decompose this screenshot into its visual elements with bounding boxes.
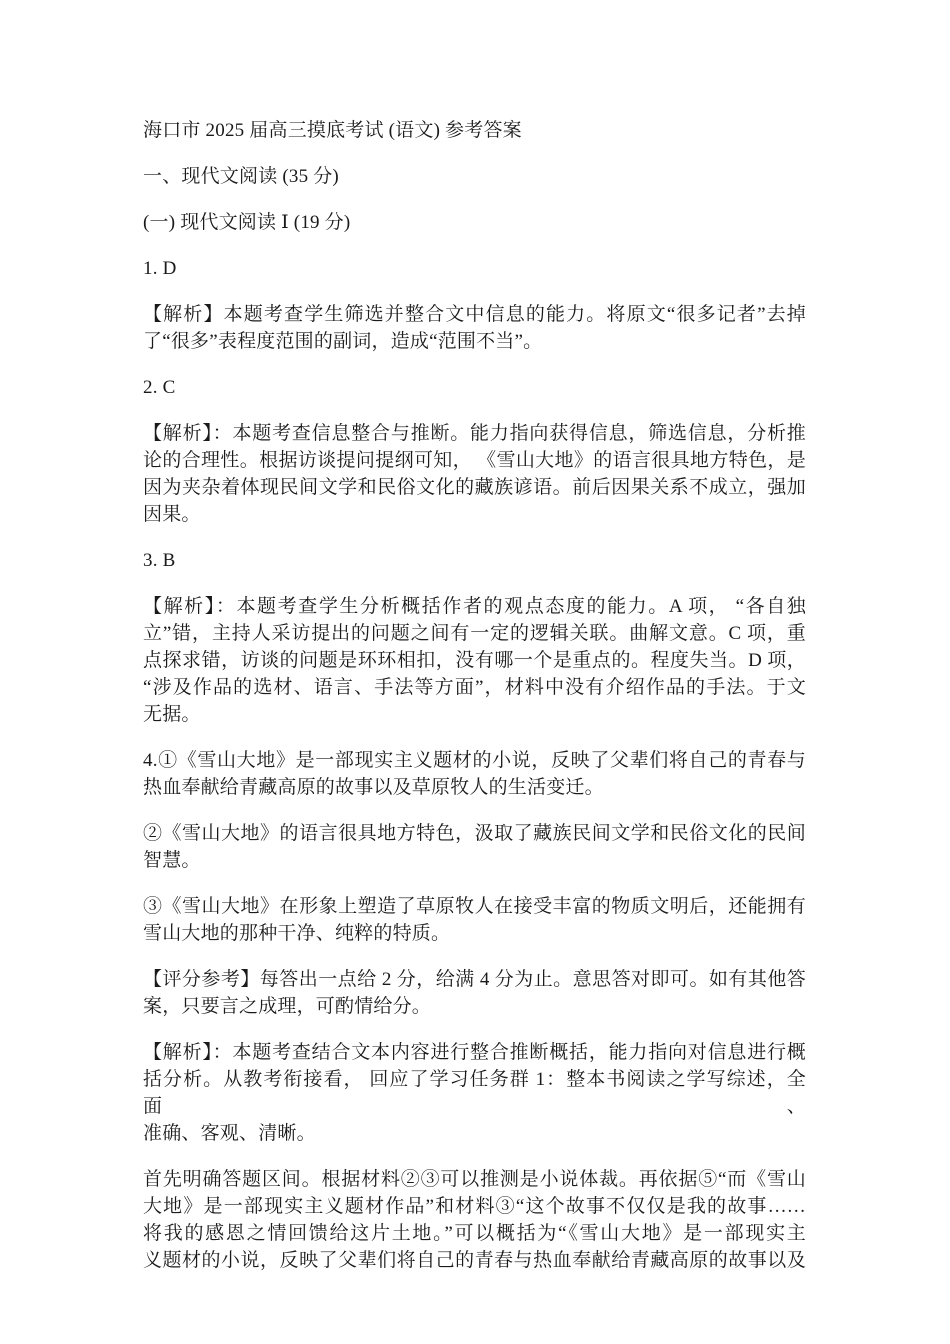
text-line: 首先明确答题区间。根据材料②③可以推测是小说体裁。再依据⑤“而《雪山: [143, 1169, 806, 1190]
text-line: 将我的感恩之情回馈给这片土地。”可以概括为“《雪山大地》是一部现实主: [143, 1223, 806, 1244]
text-line: 1. D: [143, 258, 177, 279]
text-line: 因为夹杂着体现民间文学和民俗文化的藏族谚语。前后因果关系不成立，强加: [143, 477, 806, 498]
text-line: 大地》是一部现实主义题材作品”和材料③“这个故事不仅仅是我的故事……: [143, 1196, 806, 1217]
answer-q4-point-2: [143, 820, 806, 874]
text-line: 因果。: [143, 504, 201, 525]
text-line: 论的合理性。根据访谈提问提纲可知， 《雪山大地》的语言很具地方特色，是: [143, 450, 806, 471]
text-line: 一、现代文阅读 (35 分): [143, 166, 339, 187]
analysis-q4: [143, 1039, 806, 1147]
section-heading-modern-reading: [143, 163, 806, 190]
text-line: (一) 现代文阅读 Ⅰ (19 分): [143, 212, 351, 233]
answer-q2: [143, 374, 806, 401]
text-line: “涉及作品的选材、语言、手法等方面”，材料中没有介绍作品的手法。于文: [143, 677, 806, 698]
text-line: 2. C: [143, 377, 176, 398]
text-line: 【评分参考】每答出一点给 2 分，给满 4 分为止。意思答对即可。如有其他答: [143, 969, 806, 990]
text-line: ②《雪山大地》的语言很具地方特色，汲取了藏族民间文学和民俗文化的民间: [143, 823, 806, 844]
text-line: 括分析。从教考衔接看， 回应了学习任务群 1：整本书阅读之学写综述，全面、: [143, 1069, 806, 1117]
analysis-q1: [143, 301, 806, 355]
text-line: 雪山大地的那种干净、纯粹的特质。: [143, 923, 451, 944]
answer-q4-point-3: [143, 893, 806, 947]
subsection-heading-modern-reading-1: [143, 209, 806, 236]
text-line: 海口市 2025 届高三摸底考试 (语文) 参考答案: [143, 120, 522, 141]
answer-q3: [143, 547, 806, 574]
text-line: ③《雪山大地》在形象上塑造了草原牧人在接受丰富的物质文明后，还能拥有: [143, 896, 806, 917]
text-line: 点探求错，访谈的问题是环环相扣，没有哪一个是重点的。程度失当。D 项，: [143, 650, 806, 671]
text-line: 立”错，主持人采访提出的问题之间有一定的逻辑关联。曲解文意。C 项，重: [143, 623, 806, 644]
text-line: 准确、客观、清晰。: [143, 1123, 316, 1144]
text-line: 4.①《雪山大地》是一部现实主义题材的小说，反映了父辈们将自己的青春与: [143, 750, 806, 771]
text-line: 了“很多”表程度范围的副词，造成“范围不当”。: [143, 331, 543, 352]
text-line: 【解析】本题考查学生筛选并整合文中信息的能力。将原文“很多记者”去掉: [143, 304, 806, 325]
answer-q1: [143, 255, 806, 282]
text-line: 【解析】：本题考查学生分析概括作者的观点态度的能力。A 项， “各自独: [143, 596, 806, 617]
analysis-q3: [143, 593, 806, 728]
text-line: 智慧。: [143, 850, 201, 871]
analysis-q2: [143, 420, 806, 528]
text-line: 3. B: [143, 550, 176, 571]
scoring-reference-q4: [143, 966, 806, 1020]
text-line: 无据。: [143, 704, 201, 725]
text-line: 热血奉献给青藏高原的故事以及草原牧人的生活变迁。: [143, 777, 604, 798]
text-line: 义题材的小说，反映了父辈们将自己的青春与热血奉献给青藏高原的故事以及: [143, 1250, 806, 1271]
text-line: 案，只要言之成理，可酌情给分。: [143, 996, 432, 1017]
text-line: 【解析】：本题考查结合文本内容进行整合推断概括，能力指向对信息进行概: [143, 1042, 806, 1063]
analysis-q4-continuation: [143, 1166, 806, 1274]
doc-title: [143, 117, 806, 144]
text-line: 【解析】：本题考查信息整合与推断。能力指向获得信息，筛选信息，分析推: [143, 423, 806, 444]
answer-q4-point-1: [143, 747, 806, 801]
